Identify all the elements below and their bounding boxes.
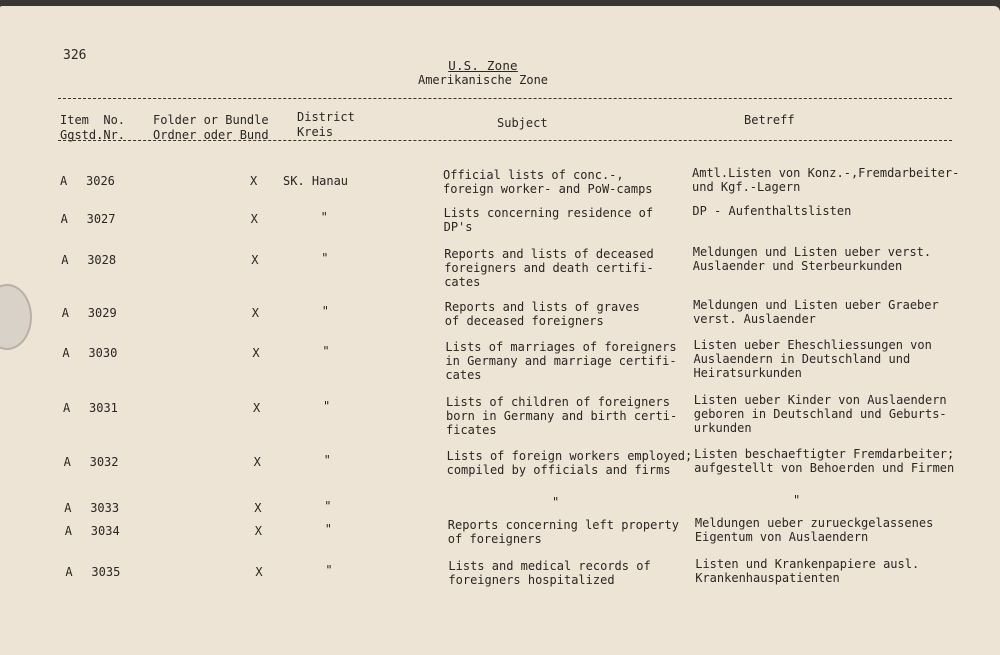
subject-line: of deceased foreigners [444,314,604,328]
subject-text [448,518,679,546]
betreff-text [694,393,947,435]
subject-line: cates [445,368,482,382]
betreff-line: Meldungen und Listen ueber Graeber [693,298,939,312]
item-number: 3030 [88,346,118,360]
header-subject: Subject [497,116,548,130]
header-rule-bottom [58,140,952,141]
betreff-line: aufgestellt von Behoerden und Firmen [694,461,955,475]
subject-text [445,300,640,328]
betreff-line: und Kgf.-Lagern [692,180,801,194]
item-number: 3031 [89,401,118,415]
folder-mark: X [254,524,263,538]
betreff-text [692,166,959,194]
punch-hole [0,284,32,350]
folder-mark: X [251,306,260,320]
folder-mark: X [251,253,259,267]
subject-text [446,395,677,437]
subject-line: of foreigners [447,532,542,546]
betreff-line: Auslaendern in Deutschland und [693,352,911,366]
betreff-line: Amtl.Listen von Konz.-,Fremdarbeiter- [692,166,960,180]
betreff-text [793,493,800,507]
betreff-text [692,204,851,218]
folder-mark: X [255,565,263,579]
district: " [322,344,330,358]
item-number: 3027 [86,212,116,226]
betreff-text [693,338,931,380]
betreff-line: Eigentum von Auslaendern [694,530,869,544]
folder-mark: X [250,212,258,226]
header-district-de: Kreis [297,125,334,139]
header-rule-top [58,98,952,99]
subject-text [443,168,653,196]
betreff-line: verst. Auslaender [693,312,816,326]
row-letter: A [61,306,70,320]
folder-mark: X [253,455,261,469]
betreff-line: geboren in Deutschland und Geburts- [693,407,947,421]
item-number: 3026 [86,174,115,188]
district: " [323,453,331,467]
betreff-text [693,245,931,273]
subject-line: born in Germany and birth certi- [446,409,678,423]
document-page [0,6,1000,655]
header-item-no-en: Item No. [60,113,126,127]
subject-text [445,340,676,382]
subject-line: Reports concerning left property [447,518,679,532]
item-number: 3029 [87,306,117,320]
district: " [323,399,331,413]
row-letter: A [64,524,73,538]
district: SK. Hanau [283,174,349,188]
row-letter: A [63,401,71,415]
folder-mark: X [254,501,262,515]
betreff-line: Listen beschaeftigter Fremdarbeiter; [694,447,955,461]
district: " [321,304,330,318]
district: " [320,210,328,224]
row-letter: A [60,212,68,226]
folder-mark: X [250,174,258,188]
header-betreff: Betreff [744,113,795,127]
subject-line: Reports and lists of deceased [444,247,654,261]
row-letter: A [60,174,68,188]
subject-line: Reports and lists of graves [444,300,640,314]
subject-line: " [552,495,560,509]
row-letter: A [62,346,70,360]
row-letter: A [65,565,73,579]
betreff-line: DP - Aufenthaltslisten [692,204,852,218]
subject-line: foreign worker- and PoW-camps [443,182,653,196]
item-number: 3028 [87,253,117,267]
betreff-line: Listen ueber Eheschliessungen von [693,338,932,352]
folder-mark: X [252,346,260,360]
item-number: 3035 [91,565,121,579]
subject-line: Lists of children of foreigners [446,395,670,409]
betreff-line: Heiratsurkunden [693,366,802,380]
header-folder-en: Folder or Bundle [153,113,269,127]
item-number: 3032 [89,455,119,469]
row-letter: A [64,501,72,515]
betreff-line: Auslaender und Sterbeurkunden [692,259,903,273]
subject-line: Lists and medical records of [448,559,651,573]
subject-line: Lists concerning residence of [443,206,654,220]
betreff-line: Meldungen ueber zurueckgelassenes [694,516,934,530]
betreff-text [694,447,954,475]
subject-line: Lists of foreign workers employed; [446,449,693,463]
subject-text [444,247,654,289]
betreff-text [695,516,933,544]
header-item-no [60,113,125,143]
betreff-line: Listen ueber Kinder von Auslaendern [693,393,947,407]
betreff-line: Krankenhauspatienten [695,571,840,585]
zone-subtitle: Amerikanische Zone [417,73,549,87]
header-item-no-de: Ggstd.Nr. [60,128,126,142]
subject-line: ficates [446,423,497,437]
district: " [321,251,329,265]
item-number: 3033 [90,501,120,515]
subject-line: foreigners and death certifi- [444,261,654,275]
row-letter: A [63,455,71,469]
header-district [297,110,355,140]
subject-text [447,449,693,477]
betreff-line: urkunden [693,421,752,435]
header-district-en: District [297,110,355,124]
subject-line: compiled by officials and firms [446,463,671,477]
betreff-text [693,298,939,326]
betreff-text [695,557,919,585]
header-folder [153,113,269,143]
betreff-line: Meldungen und Listen ueber verst. [692,245,932,259]
subject-line: cates [444,275,481,289]
betreff-line: " [793,493,801,507]
subject-line: Lists of marriages of foreigners [445,340,677,354]
subject-text [448,559,650,587]
district: " [324,499,332,513]
betreff-line: Listen und Krankenpapiere ausl. [695,557,920,571]
subject-line: in Germany and marriage certifi- [445,354,677,368]
subject-line: foreigners hospitalized [448,573,615,587]
header-folder-de: Ordner oder Bund [153,128,269,142]
subject-text [552,495,559,509]
subject-line: DP's [443,220,473,234]
row-letter: A [61,253,69,267]
zone-title: U.S. Zone [448,58,518,73]
item-number: 3034 [90,524,120,538]
subject-text [444,206,654,234]
folder-mark: X [253,401,261,415]
district: " [325,563,333,577]
subject-line: Official lists of conc.-, [443,168,624,182]
page-number: 326 [63,48,87,63]
district: " [324,522,333,536]
